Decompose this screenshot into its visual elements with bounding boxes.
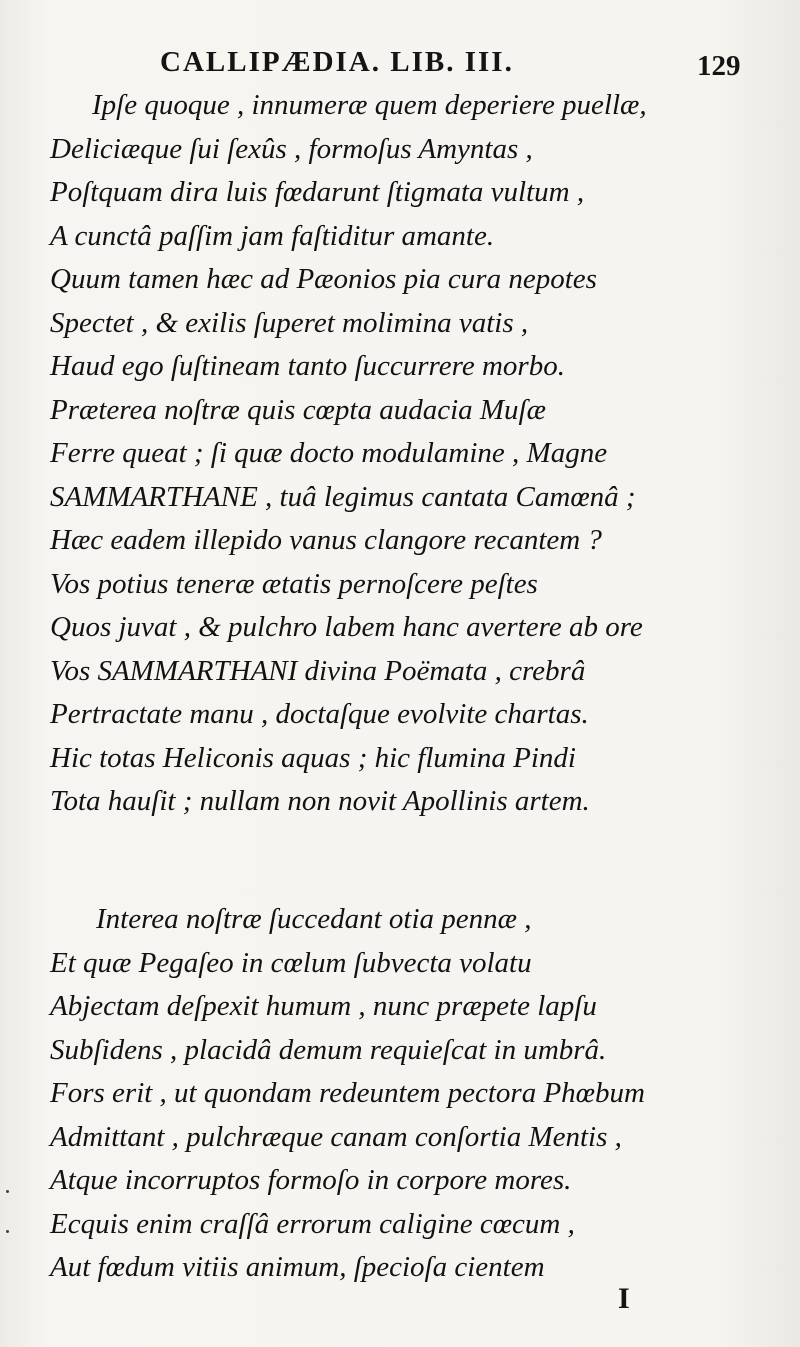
- verse-line: Deliciæque ſui ſexûs , formoſus Amyntas ,: [50, 132, 533, 165]
- verse-line: Ferre queat ; ſi quæ docto modulamine , Magne: [50, 437, 608, 469]
- verse-line: Ecquis enim craſſâ errorum caligine cœcum ,: [50, 1207, 575, 1240]
- verse-line: Atque incorruptos formoſo in corpore mores.: [50, 1164, 572, 1196]
- verse-line: Admittant , pulchræque canam conſortia Mentis ,: [50, 1120, 622, 1153]
- verse-line: Haud ego ſuſtineam tanto ſuccurrere morbo.: [50, 350, 565, 382]
- verse-line: Et quæ Pegaſeo in cœlum ſubvecta volatu: [50, 946, 532, 979]
- verse-line: Ipſe quoque , innumeræ quem deperiere puellæ,: [92, 89, 647, 121]
- verse-line: Interea noſtræ ſuccedant otia pennæ ,: [96, 903, 532, 935]
- verse-line: SAMMARTHANE , tuâ legimus cantata Camœnâ ;: [50, 480, 636, 513]
- verse-line: Aut fœdum vitiis animum, ſpecioſa cientem: [50, 1251, 545, 1283]
- verse-line: Poſtquam dira luis fœdarunt ſtigmata vultum ,: [50, 176, 585, 208]
- page-number: 129: [697, 50, 741, 82]
- verse-line: Vos potius teneræ ætatis pernoſcere peſtes: [50, 567, 538, 600]
- verse-line: Hic totas Heliconis aquas ; hic flumina Pindi: [50, 741, 576, 774]
- gutter-dot: [6, 1190, 9, 1193]
- verse-line: Vos SAMMARTHANI divina Poëmata , crebrâ: [50, 654, 586, 687]
- gutter-dot: [6, 1230, 9, 1233]
- verse-line: Quum tamen hæc ad Pæonios pia cura nepotes: [50, 263, 597, 295]
- signature-mark: I: [618, 1282, 630, 1315]
- verse-line: Tota hauſit ; nullam non novit Apollinis artem.: [50, 785, 590, 817]
- verse-line: Fors erit , ut quondam redeuntem pectora Phœbum: [50, 1077, 645, 1109]
- running-title: CALLIPÆDIA. LIB. III.: [160, 46, 514, 78]
- verse-line: Subſidens , placidâ demum requieſcat in umbrâ.: [50, 1033, 607, 1066]
- verse-line: Abjectam deſpexit humum , nunc præpete lapſu: [50, 990, 597, 1022]
- verse-line: Spectet , & exilis ſuperet molimina vatis ,: [50, 306, 529, 339]
- verse-stanza-1: [50, 84, 770, 824]
- verse-line: Pertractate manu , doctaſque evolvite chartas.: [50, 698, 589, 730]
- verse-line: A cunctâ paſſim jam faſtiditur amante.: [50, 219, 495, 252]
- verse-line: Hæc eadem illepido vanus clangore recantem ?: [50, 524, 602, 556]
- verse-line: Præterea noſtræ quis cœpta audacia Muſæ: [50, 393, 546, 426]
- verse-stanza-2: [50, 898, 770, 1290]
- verse-line: Quos juvat , & pulchro labem hanc avertere ab ore: [50, 611, 643, 643]
